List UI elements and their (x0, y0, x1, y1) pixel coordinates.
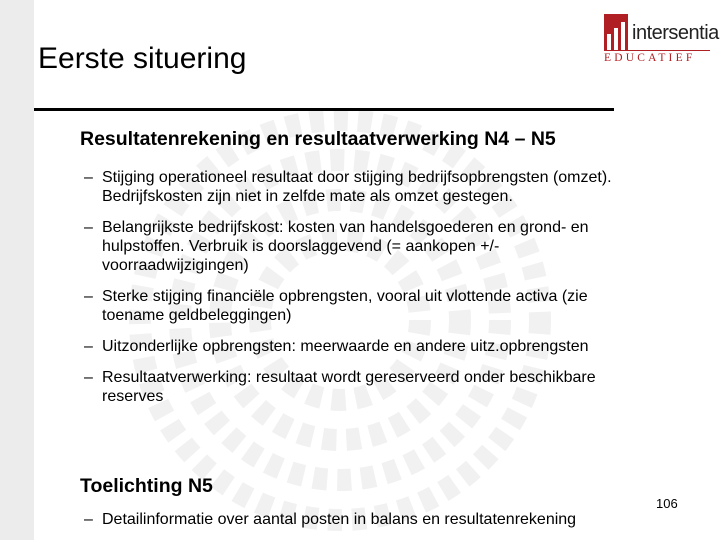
bullet-item (84, 287, 704, 325)
bullet-item (84, 168, 704, 206)
logo-wordmark: intersentia (632, 22, 719, 44)
bullet-dash: – (84, 288, 93, 305)
bullet-dash: – (84, 219, 93, 236)
section-heading-toelichting: Toelichting N5 (80, 475, 213, 497)
title-underline (34, 108, 614, 111)
bullet-item (84, 510, 704, 529)
bullet-dash: – (84, 511, 93, 528)
section-heading-resultatenrekening: Resultatenrekening en resultaatverwerking N4 – N5 (80, 128, 556, 150)
left-margin-bar (0, 0, 34, 540)
logo-subtitle: EDUCATIEF (604, 52, 696, 64)
bullet-list-toelichting (84, 510, 704, 541)
bullet-text-line: Detailinformatie over aantal posten in balans en resultatenrekening (102, 511, 577, 528)
bullet-list-resultatenrekening (84, 168, 704, 418)
bullet-text-line: Resultaatverwerking: resultaat wordt gereserveerd onder beschikbare (102, 369, 596, 386)
logo-divider (604, 50, 710, 51)
bullet-text-line: Bedrijfskosten zijn niet in zelfde mate als omzet gestegen. (102, 188, 513, 205)
bullet-text-line: toename geldbeleggingen) (102, 307, 292, 324)
page-number: 106 (656, 496, 678, 511)
bullet-text-line: Sterke stijging financiële opbrengsten, vooral uit vlottende activa (zie (102, 288, 588, 305)
logo-mark-icon (604, 14, 628, 50)
bullet-text-line: Belangrijkste bedrijfskost: kosten van handelsgoederen en grond- en (102, 219, 589, 236)
bullet-dash: – (84, 369, 93, 386)
bullet-text-line: reserves (102, 388, 164, 405)
bullet-text-line: voorraadwijzigingen) (102, 257, 249, 274)
intersentia-logo (604, 12, 719, 68)
bullet-dash: – (84, 169, 93, 186)
bullet-dash: – (84, 338, 93, 355)
bullet-item (84, 218, 704, 275)
bullet-text-line: Uitzonderlijke opbrengsten: meerwaarde en andere uitz.opbrengsten (102, 338, 589, 355)
bullet-text-line: Stijging operationeel resultaat door stijging bedrijfsopbrengsten (omzet). (102, 169, 612, 186)
bullet-item (84, 368, 704, 406)
slide-title: Eerste situering (38, 42, 247, 75)
bullet-item (84, 337, 704, 356)
bullet-text-line: hulpstoffen. Verbruik is doorslaggevend (= aankopen +/- (102, 238, 500, 255)
